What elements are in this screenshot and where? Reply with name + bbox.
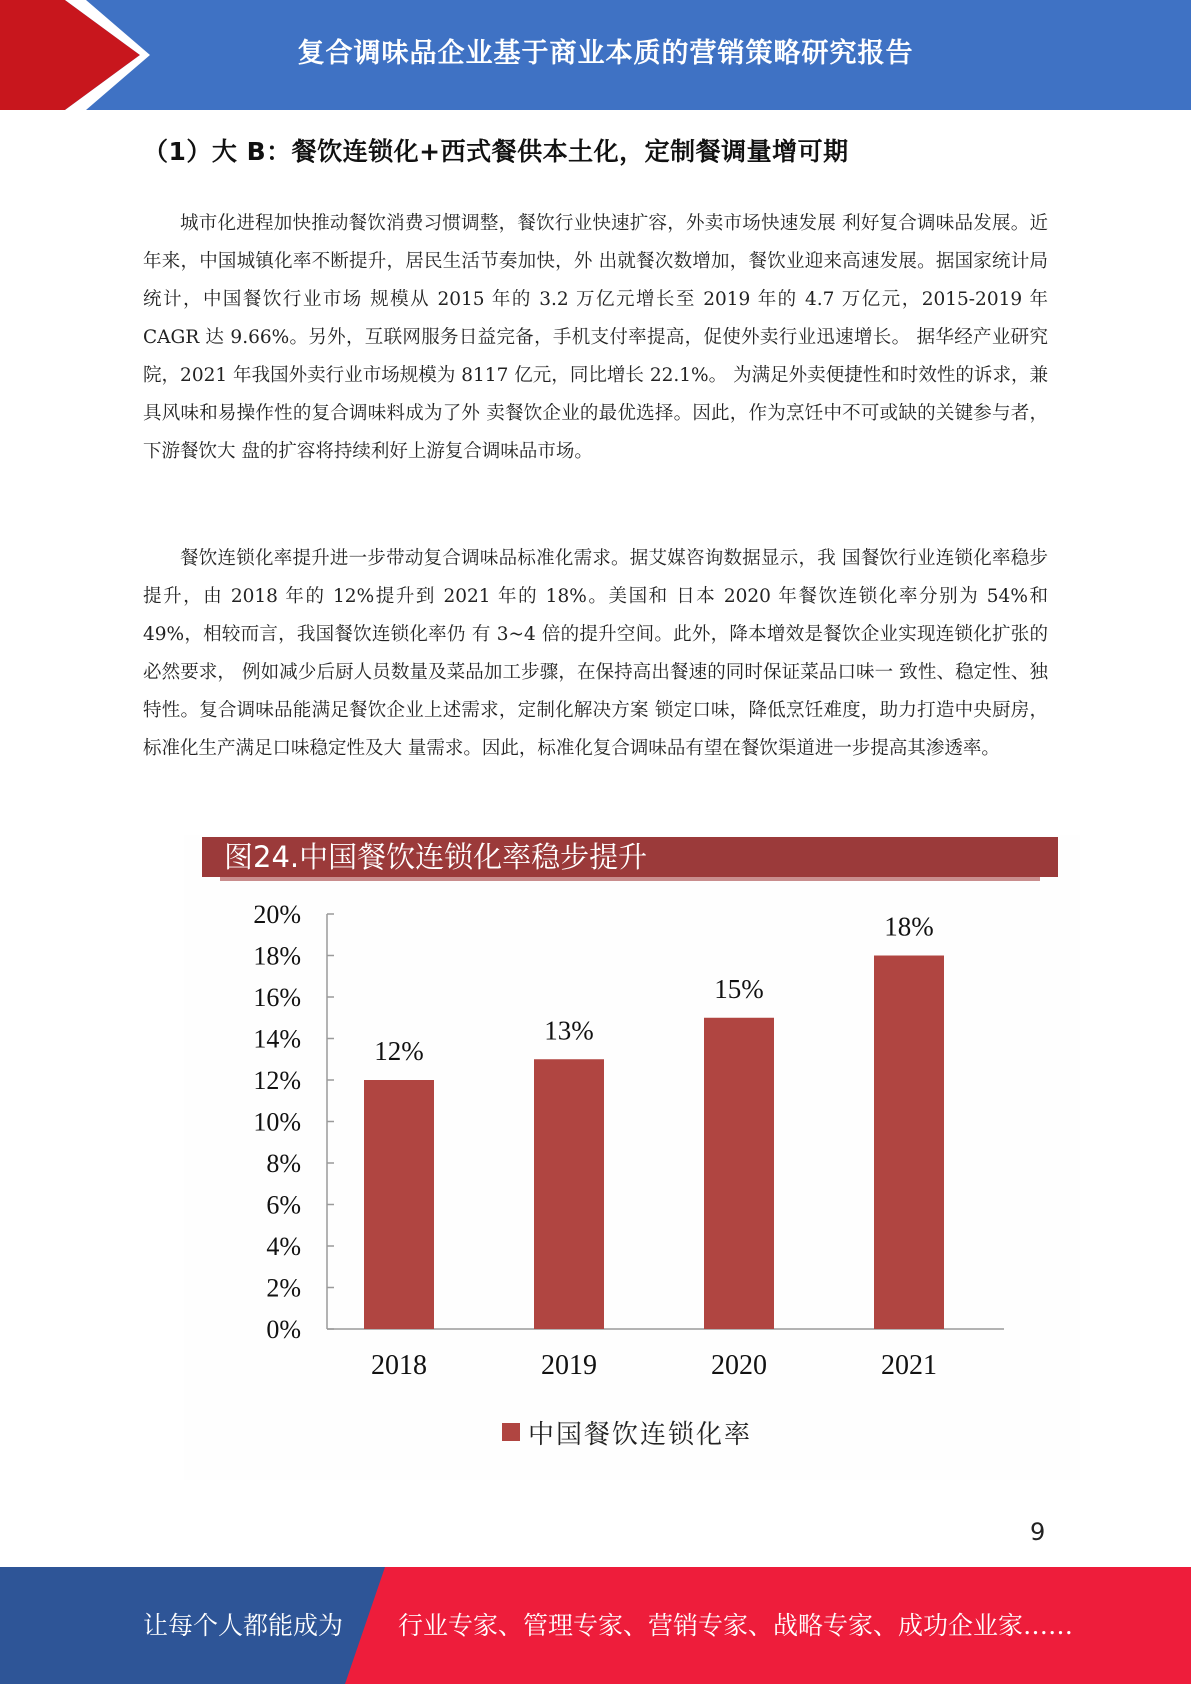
chart-figure bbox=[184, 835, 1080, 1480]
y-tick-label: 6% bbox=[266, 1190, 301, 1220]
footer-slogan-left: 让每个人都能成为 bbox=[143, 1611, 344, 1640]
y-tick-label: 4% bbox=[266, 1232, 301, 1261]
data-label-2021: 18% bbox=[884, 911, 934, 942]
bar-2018 bbox=[364, 1080, 434, 1329]
page-header bbox=[0, 0, 1191, 110]
bar-2019 bbox=[534, 1059, 604, 1329]
data-label-2018: 12% bbox=[374, 1036, 424, 1066]
y-tick-label: 16% bbox=[253, 983, 301, 1012]
x-tick-label-2021: 2021 bbox=[881, 1350, 937, 1381]
chart-legend bbox=[502, 1415, 752, 1449]
y-tick-label: 14% bbox=[253, 1024, 301, 1054]
header-title: 复合调味品企业基于商业本质的营销策略研究报告 bbox=[297, 37, 914, 69]
section-heading: （1）大 B：餐饮连锁化+西式餐供本土化，定制餐调量增可期 bbox=[143, 137, 849, 166]
y-tick-label: 18% bbox=[253, 941, 301, 971]
body-paragraph-1: 城市化进程加快推动餐饮消费习惯调整，餐饮行业快速扩容，外卖市场快速发展 利好复合调味品发展。近年来，中国城镇化率不断提升，居民生活节奏加快，外 出就餐次数增加，餐饮业迎来高速发展。据国家统计局统计，中国餐饮行业市场 规模从 2015 年的 3.2 万亿元增长至 2019 年的 4.7 万亿元，2015-2019 年 CAGR 达 9.66%。另外，互联网服务日益完备，手机支付率提高，促使外卖行业迅速增长。 据华经产业研究院，2021 年我国外卖行业市场规模为 8117 亿元，同比增长 22.1%。 为满足外卖便捷性和时效性的诉求，兼具风味和易操作性的复合调味料成为了外 卖餐饮企业的最优选择。因此，作为烹饪中不可或缺的关键参与者，下游餐饮大 盘的扩容将持续利好上游复合调味品市场。 bbox=[143, 213, 1048, 462]
y-tick-label: 10% bbox=[253, 1107, 301, 1137]
x-tick-label-2019: 2019 bbox=[541, 1350, 597, 1381]
x-tick-label-2018: 2018 bbox=[371, 1350, 427, 1381]
y-tick-label: 12% bbox=[253, 1066, 301, 1095]
x-tick-label-2020: 2020 bbox=[711, 1350, 767, 1381]
data-label-2020: 15% bbox=[714, 973, 764, 1004]
body-paragraph-2: 餐饮连锁化率提升进一步带动复合调味品标准化需求。据艾媒咨询数据显示，我 国餐饮行业连锁化率稳步提升，由 2018 年的 12%提升到 2021 年的 18%。美国和 日本 2020 年餐饮连锁化率分别为 54%和 49%，相较而言，我国餐饮连锁化率仍 有 3~4 倍的提升空间。此外，降本增效是餐饮企业实现连锁化扩张的必然要求， 例如减少后厨人员数量及菜品加工步骤，在保持高出餐速的同时保证菜品口味一 致性、稳定性、独特性。复合调味品能满足餐饮企业上述需求，定制化解决方案 锁定口味，降低烹饪难度，助力打造中央厨房，标准化生产满足口味稳定性及大 量需求。因此，标准化复合调味品有望在餐饮渠道进一步提高其渗透率。 bbox=[143, 548, 1048, 759]
figure-title-underline bbox=[220, 877, 1040, 881]
page-footer bbox=[0, 1567, 1191, 1684]
y-tick-label: 2% bbox=[266, 1273, 301, 1303]
data-label-2019: 13% bbox=[544, 1015, 594, 1046]
y-tick-label: 20% bbox=[253, 900, 301, 929]
footer-slogan-right: 行业专家、管理专家、营销专家、战略专家、成功企业家…… bbox=[398, 1611, 1074, 1640]
figure-title: 图24.中国餐饮连锁化率稳步提升 bbox=[224, 840, 648, 874]
y-tick-label: 0% bbox=[266, 1315, 301, 1344]
bar-chart bbox=[184, 835, 1080, 1480]
page-number: 9 bbox=[1030, 1518, 1046, 1546]
bar-2020 bbox=[704, 1018, 774, 1329]
figure-title-bar bbox=[202, 837, 1058, 877]
bar-2021 bbox=[874, 956, 944, 1330]
legend-swatch bbox=[502, 1423, 520, 1441]
legend-label: 中国餐饮连锁化率 bbox=[528, 1419, 753, 1450]
y-tick-label: 8% bbox=[266, 1149, 301, 1178]
